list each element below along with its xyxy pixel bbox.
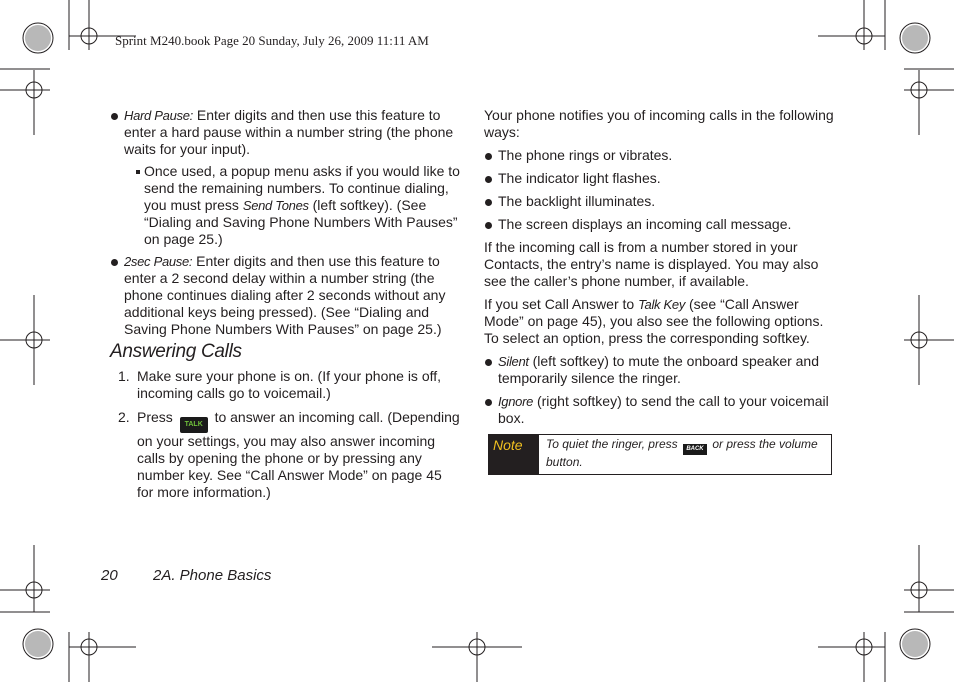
sub-list-item: Once used, a popup menu asks if you would like to send the remaining numbers. To continue dialing, you must press Send Tones (left softkey). (See “Dialing and Saving Phone Numbers With Pauses” on page 25.) [144, 163, 462, 248]
send-tones-term: Send Tones [242, 198, 309, 213]
note-label: Note [489, 435, 539, 474]
intro-paragraph: Your phone notifies you of incoming calls in the following ways: [484, 107, 834, 140]
right-column [484, 107, 834, 433]
step-item: 1. Make sure your phone is on. (If your phone is off, incoming calls go to voicemail.) [118, 368, 442, 401]
list-item: 2sec Pause: Enter digits and then use this feature to enter a 2 second delay within a number string (the phone continues dialing after 2 seconds without any additional keys being pressed). (See “Dialing and Saving Phone Numbers With Pauses” on page 25.) [110, 253, 462, 338]
print-header: Sprint M240.book Page 20 Sunday, July 26, 2009 11:11 AM [115, 33, 429, 48]
2sec-pause-term: 2sec Pause: [124, 254, 193, 269]
list-item: Silent (left softkey) to mute the onboard speaker and temporarily silence the ringer. [484, 353, 834, 387]
section-title: 2A. Phone Basics [153, 567, 272, 584]
paragraph: If the incoming call is from a number stored in your Contacts, the entry’s name is displayed. You may also see the caller’s phone number, if available. [484, 239, 819, 289]
list-item: The indicator light flashes. [484, 170, 834, 187]
back-key-icon: BACK [683, 444, 707, 455]
silent-term: Silent [498, 354, 529, 369]
list-item: Hard Pause: Enter digits and then use this feature to enter a hard pause within a number string (the phone waits for your input). [110, 107, 462, 158]
talk-key-icon: TALK [180, 417, 208, 433]
talk-key-term: Talk Key [638, 297, 686, 312]
list-item: Ignore (right softkey) to send the call to your voicemail box. [484, 393, 834, 427]
step-number: 2. [118, 409, 130, 425]
step-item: 2. Press TALK to answer an incoming call. (Depending on your settings, you may also answer incoming calls by opening the phone or by pressing any number key. See “Call Answer Mode” on page 45 for more information.) [118, 409, 460, 500]
list-item: The phone rings or vibrates. [484, 147, 834, 164]
page-number: 20 [101, 567, 118, 584]
list-item: The screen displays an incoming call message. [484, 216, 834, 233]
note-text: To quiet the ringer, press BACK or press the volume button. [546, 437, 818, 469]
left-column [110, 107, 462, 508]
paragraph: If you set Call Answer to Talk Key (see “Call Answer Mode” on page 45), you also see the following options. To select an option, press the corresponding softkey. [484, 296, 824, 346]
ignore-term: Ignore [498, 394, 534, 409]
section-heading: Answering Calls [110, 341, 242, 362]
list-item: The backlight illuminates. [484, 193, 834, 210]
step-number: 1. [118, 368, 130, 384]
hard-pause-term: Hard Pause: [124, 108, 193, 123]
note-box [488, 434, 832, 475]
